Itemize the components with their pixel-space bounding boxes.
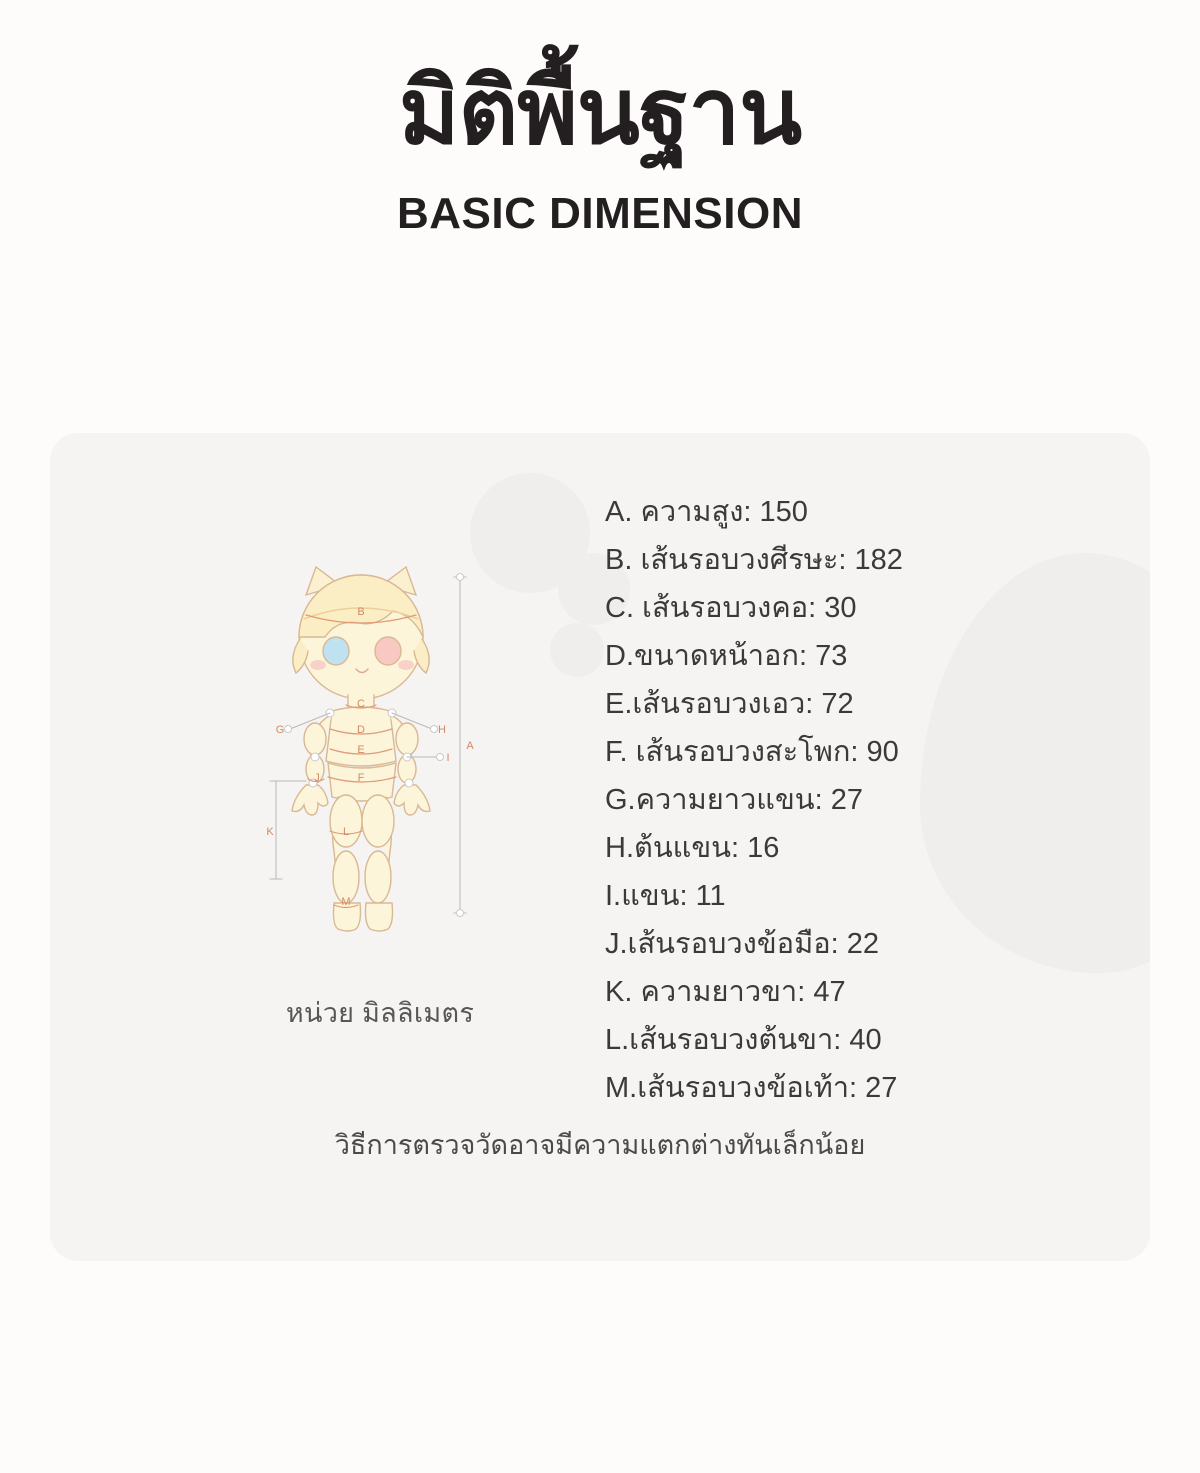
marker-d: D (357, 724, 365, 736)
list-item: K. ความยาวขา: 47 (605, 976, 846, 1008)
marker-g: G (275, 724, 285, 736)
page-title-english: BASIC DIMENSION (397, 189, 803, 239)
marker-c: C (357, 698, 365, 710)
unit-label: หน่วย มิลลิเมตร (285, 998, 475, 1028)
doll-diagram (220, 553, 540, 983)
page-header (0, 0, 1200, 239)
list-item: E.เส้นรอบวงเอว: 72 (605, 688, 854, 720)
list-item: B. เส้นรอบวงศีรษะ: 182 (605, 544, 903, 576)
marker-f: F (357, 772, 365, 784)
list-item: C. เส้นรอบวงคอ: 30 (605, 592, 857, 624)
disclaimer-note: วิธีการตรวจวัดอาจมีความแตกต่างทันเล็กน้อย (334, 1130, 866, 1160)
marker-l: L (342, 826, 350, 838)
measurement-list (605, 488, 1125, 1112)
marker-b: B (357, 606, 365, 618)
list-item: H.ต้นแขน: 16 (605, 832, 780, 864)
marker-m: M (341, 896, 351, 908)
marker-e: E (357, 744, 365, 756)
marker-k: K (266, 826, 274, 838)
doll-figure-container (200, 553, 560, 1034)
list-item: A. ความสูง: 150 (605, 496, 808, 528)
list-item: L.เส้นรอบวงต้นขา: 40 (605, 1024, 882, 1056)
marker-a: A (466, 740, 474, 752)
marker-h: H (438, 724, 446, 736)
marker-j: J (314, 772, 320, 784)
page-title-thai: มิติพื้นฐาน (398, 61, 802, 163)
list-item: I.แขน: 11 (605, 880, 726, 912)
dimension-card (50, 433, 1150, 1261)
list-item: F. เส้นรอบวงสะโพก: 90 (605, 736, 899, 768)
list-item: G.ความยาวแขน: 27 (605, 784, 863, 816)
list-item: J.เส้นรอบวงข้อมือ: 22 (605, 928, 879, 960)
list-item: M.เส้นรอบวงข้อเท้า: 27 (605, 1072, 898, 1104)
list-item: D.ขนาดหน้าอก: 73 (605, 640, 848, 672)
marker-i: I (446, 752, 450, 764)
